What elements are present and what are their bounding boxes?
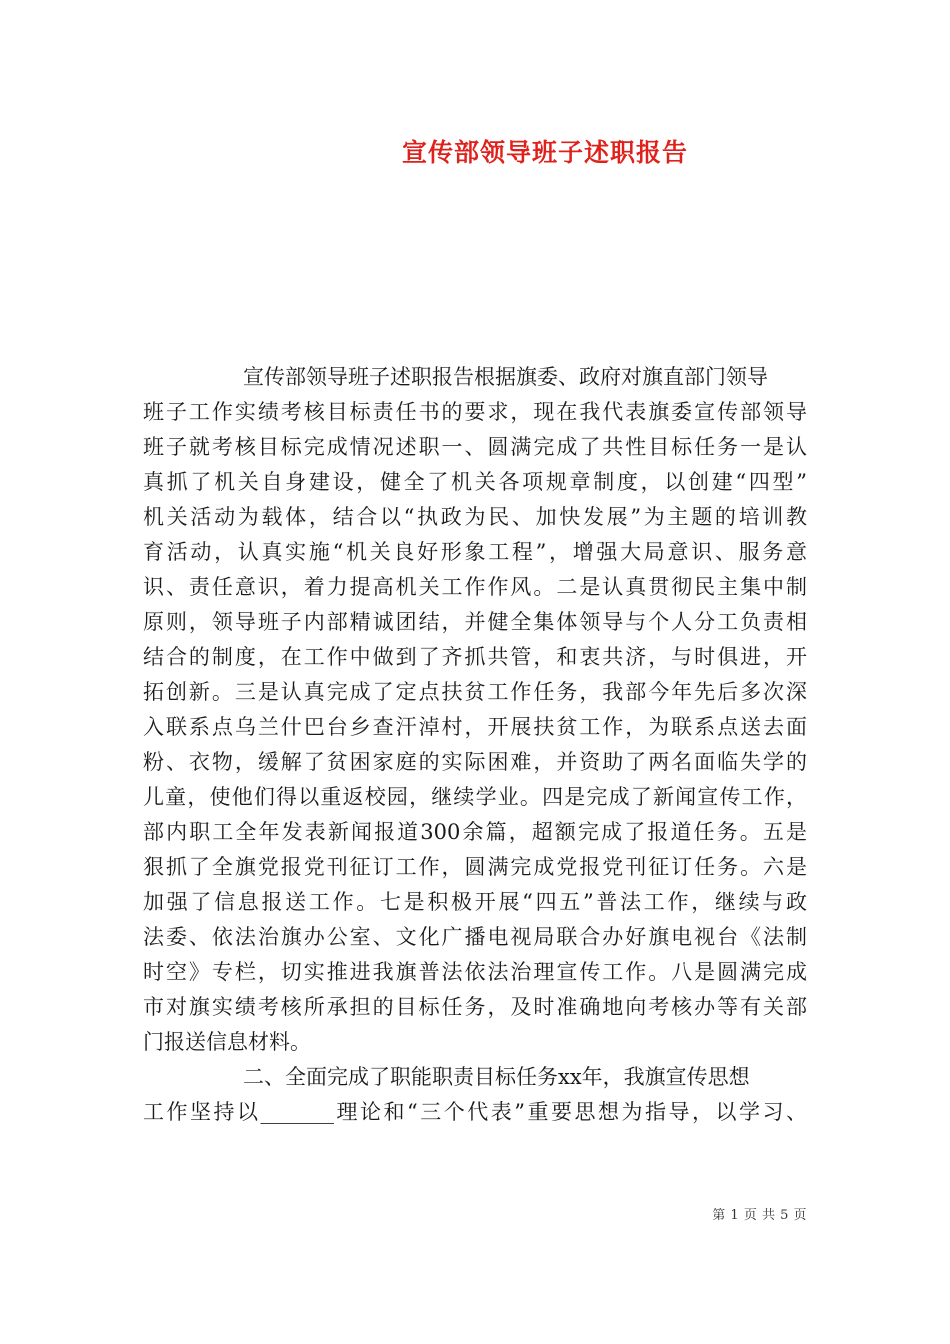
document-body: [143, 360, 807, 1130]
body-line: 市对旗实绩考核所承担的目标任务，及时准确地向考核办等有关部: [143, 995, 807, 1019]
body-line: 宣传部领导班子述职报告根据旗委、政府对旗直部门领导: [243, 365, 768, 389]
body-line: 入联系点乌兰什巴台乡查汗淖村，开展扶贫工作，为联系点送去面: [143, 715, 807, 739]
body-line: 法委、依法治旗办公室、文化广播电视局联合办好旗电视台《法制: [143, 925, 807, 949]
body-line: 机关活动为载体，结合以“执政为民、加快发展”为主题的培训教: [143, 505, 807, 529]
body-line: 时空》专栏，切实推进我旗普法依法治理宣传工作。八是圆满完成: [143, 960, 807, 984]
body-line: 结合的制度，在工作中做到了齐抓共管，和衷共济，与时俱进，开: [143, 645, 807, 669]
body-line: 班子工作实绩考核目标责任书的要求，现在我代表旗委宣传部领导: [143, 400, 807, 424]
body-line: 拓创新。三是认真完成了定点扶贫工作任务，我部今年先后多次深: [143, 680, 807, 704]
body-line: 真抓了机关自身建设，健全了机关各项规章制度，以创建“四型”: [143, 470, 807, 494]
body-line: 狠抓了全旗党报党刊征订工作，圆满完成党报党刊征订任务。六是: [143, 855, 807, 879]
body-line: 加强了信息报送工作。七是积极开展“四五”普法工作，继续与政: [143, 890, 807, 914]
body-line: 育活动，认真实施“机关良好形象工程”，增强大局意识、服务意: [143, 540, 807, 564]
body-line: 儿童，使他们得以重返校园，继续学业。四是完成了新闻宣传工作，: [143, 785, 807, 809]
body-line: 识、责任意识，着力提高机关工作作风。二是认真贯彻民主集中制: [143, 575, 807, 599]
body-line: 粉、衣物，缓解了贫困家庭的实际困难，并资助了两名面临失学的: [143, 750, 807, 774]
body-line: 门报送信息材料。: [143, 1030, 311, 1054]
document-title: 宣传部领导班子述职报告: [401, 138, 688, 167]
body-line: 二、全面完成了职能职责目标任务xx年，我旗宣传思想: [243, 1065, 750, 1089]
body-line: 班子就考核目标完成情况述职一、圆满完成了共性目标任务一是认: [143, 435, 807, 459]
body-line: 工作坚持以_______理论和“三个代表”重要思想为指导，以学习、: [143, 1100, 807, 1124]
page-number-footer: 第 1 页 共 5 页: [712, 1208, 807, 1223]
body-line: 原则，领导班子内部精诚团结，并健全集体领导与个人分工负责相: [143, 610, 807, 634]
body-line: 部内职工全年发表新闻报道300余篇，超额完成了报道任务。五是: [143, 820, 807, 844]
